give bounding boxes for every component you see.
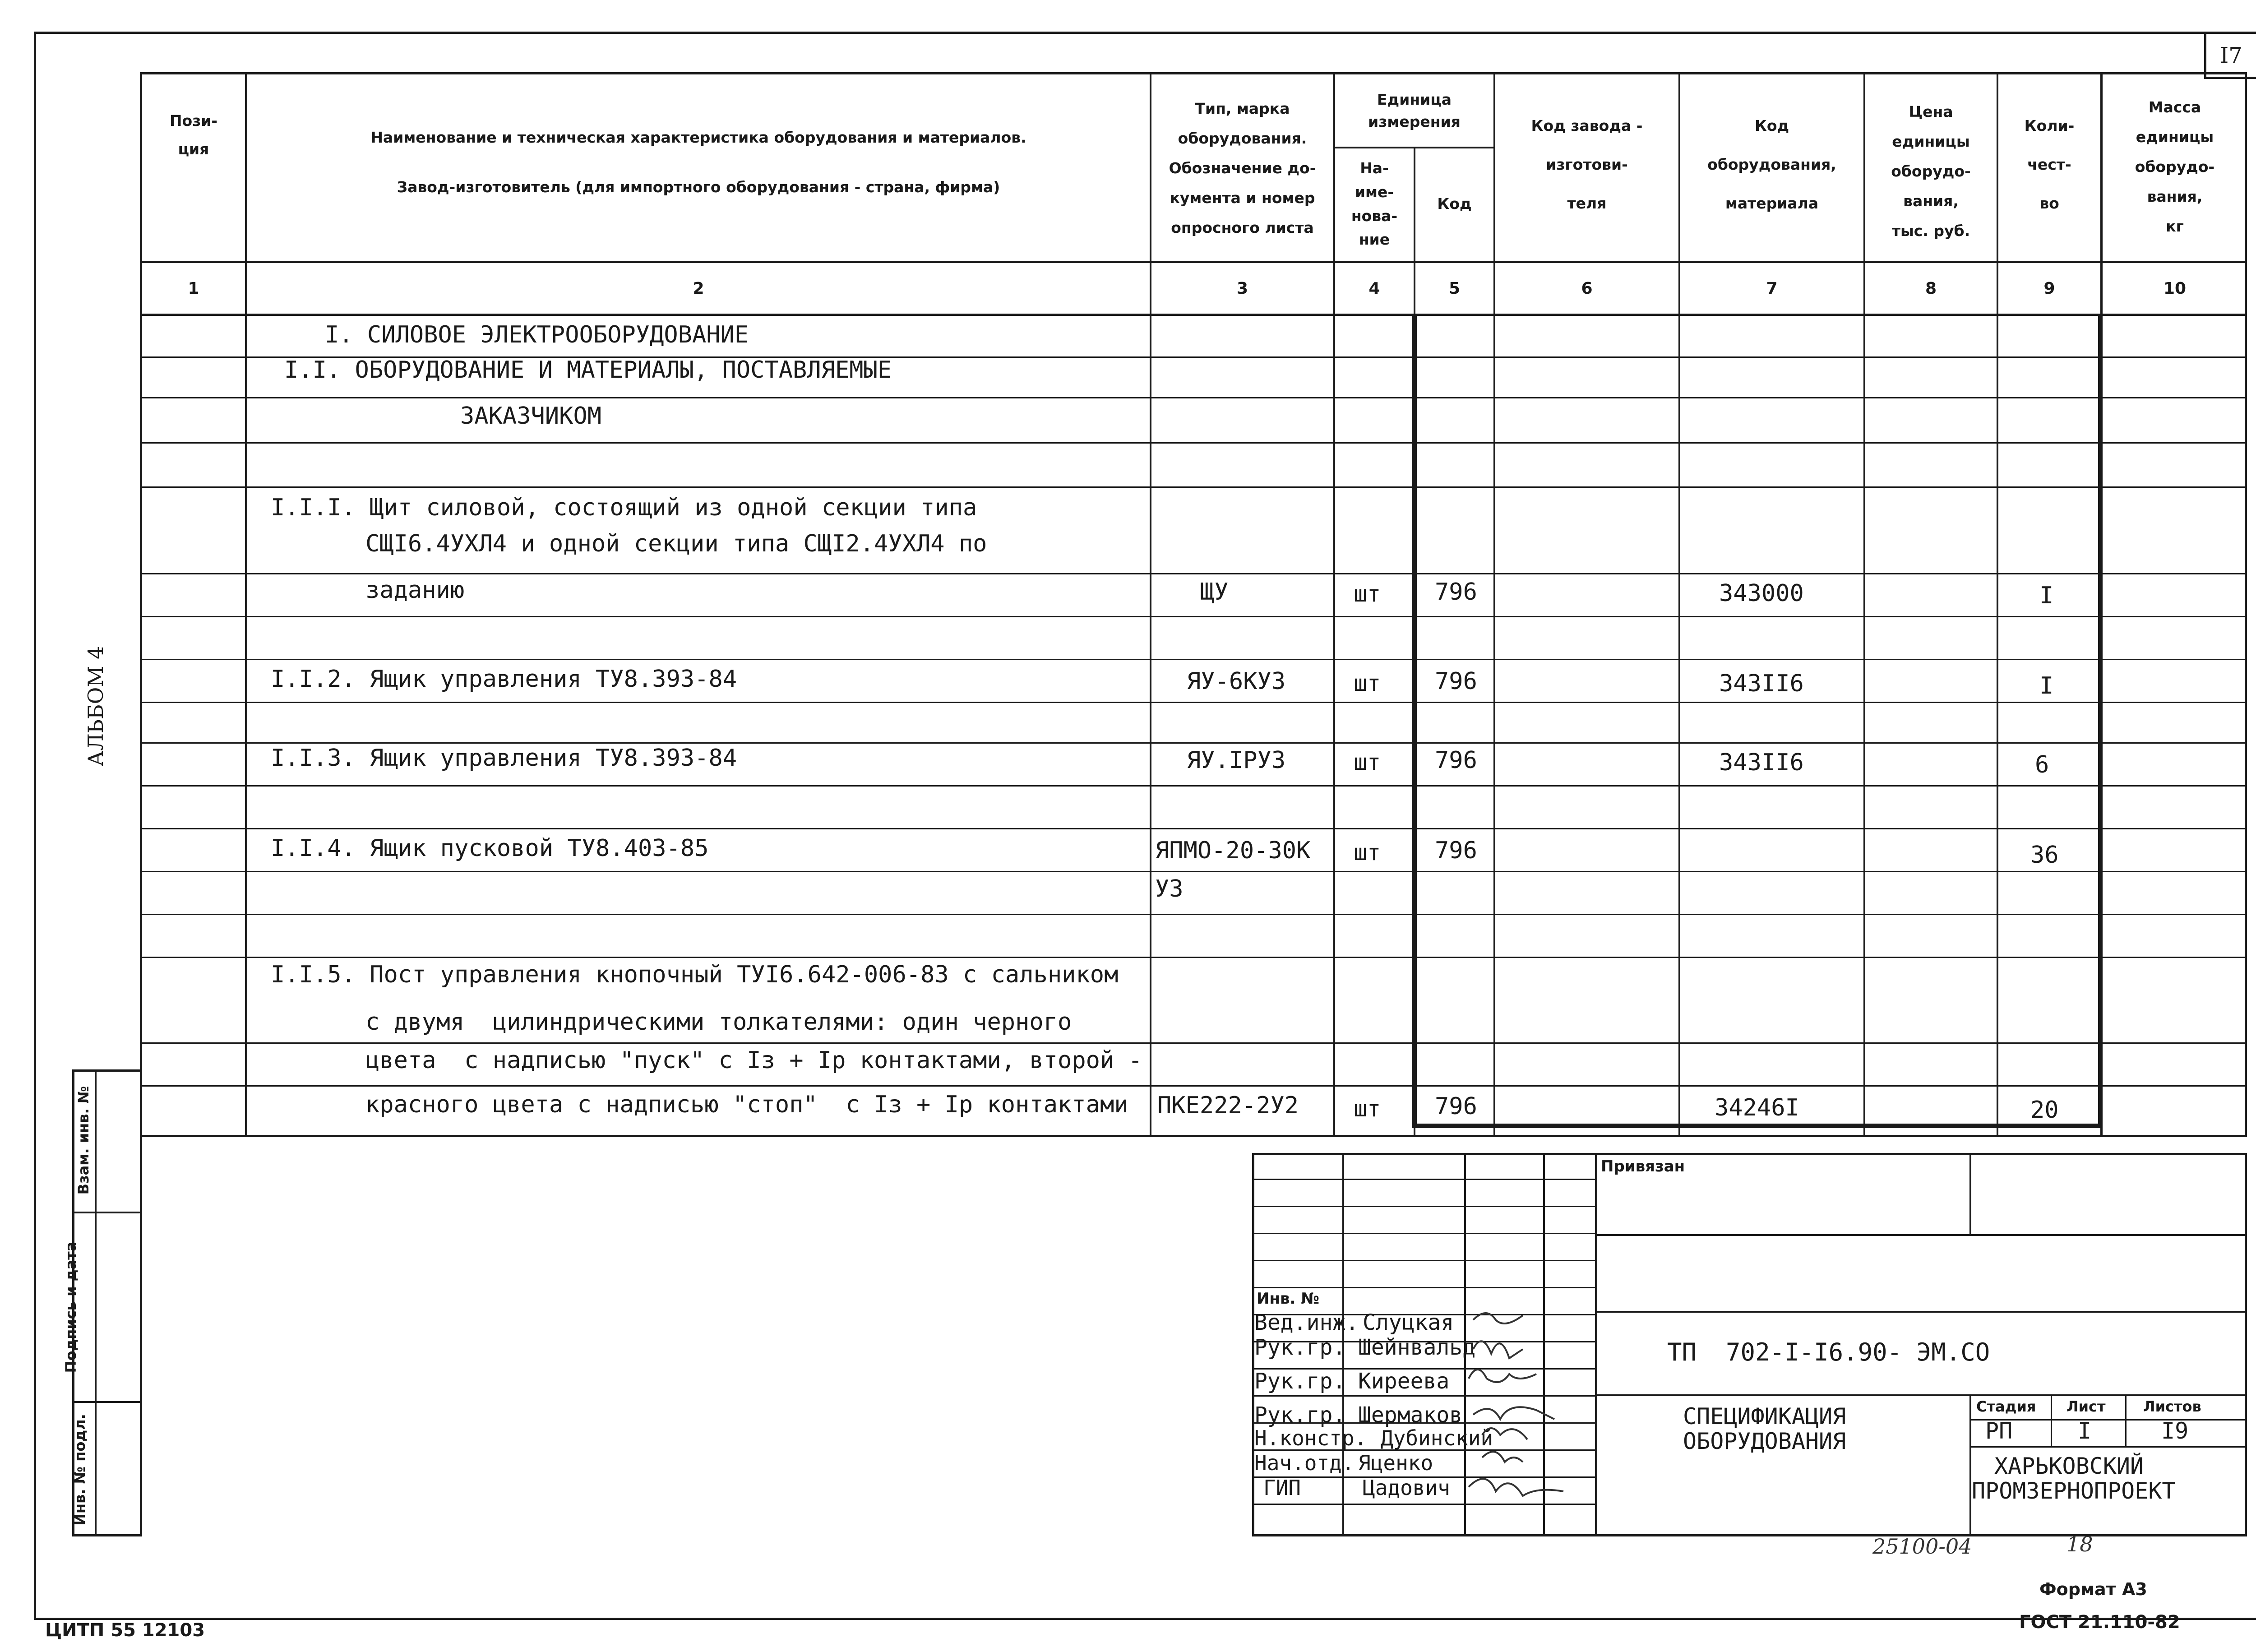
handwritten-number: 18 (2066, 1532, 2093, 1556)
album-label: АЛЬБОМ 4 (83, 646, 108, 767)
format-label: Формат А3 (2039, 1579, 2147, 1599)
privyazan-label: Привязан (1601, 1157, 1685, 1175)
colnum-7: 7 (1766, 279, 1778, 298)
item-1-line1: I.I.I. Щит силовой, состоящий из одной секции типа (271, 494, 977, 521)
colnum-9: 9 (2043, 279, 2055, 298)
header-unit-name: На- име- нова- ние (1351, 159, 1398, 249)
item-3-equip-code: 343II6 (1719, 749, 1804, 776)
header-mass: Масса единицы оборудо- вания, кг (2135, 98, 2215, 235)
item-5-unit-code: 796 (1435, 1093, 1477, 1120)
header-type: Тип, марка оборудования. Обозначение до- кумента и номер опросного листа (1169, 99, 1316, 236)
inv-podl-label: Инв. № подл. (71, 1414, 88, 1526)
item-4-unit-code: 796 (1435, 837, 1477, 864)
header-equip-code: Код оборудования, материала (1707, 117, 1836, 212)
item-1-unit: шт (1354, 581, 1381, 607)
item-3: I.I.3. Ящик управления ТУ8.393-84 (271, 745, 737, 772)
inv-no-label: Инв. № (1257, 1290, 1320, 1308)
gost-label: ГОСТ 21.110-82 (2019, 1612, 2180, 1633)
sheets-label: Листов (2143, 1398, 2201, 1415)
colnum-8: 8 (1925, 279, 1937, 298)
staff-role-5: Н.констр. (1254, 1426, 1367, 1450)
staff-name-6: Яценко (1358, 1451, 1433, 1475)
header-position: Пози- ция (169, 112, 218, 158)
item-2-qty: I (2039, 672, 2054, 699)
item-3-unit-code: 796 (1435, 747, 1477, 774)
sheet-corner-number: I7 (2220, 42, 2242, 68)
item-5-equip-code: 34246I (1715, 1094, 1799, 1121)
colnum-2: 2 (693, 279, 704, 298)
staff-name-2: Шейнвальд (1358, 1335, 1476, 1360)
item-5-line1: I.I.5. Пост управления кнопочный ТУI6.642-006-83 с сальником (271, 961, 1119, 988)
doc-code: ТП 702-I-I6.90- ЭМ.СО (1667, 1338, 1990, 1366)
colnum-6: 6 (1581, 279, 1593, 298)
staff-name-1: Слуцкая (1363, 1310, 1454, 1335)
item-2-unit: шт (1354, 670, 1381, 696)
colnum-3: 3 (1236, 279, 1248, 298)
item-2: I.I.2. Ящик управления ТУ8.393-84 (271, 666, 737, 693)
section-title: I. СИЛОВОЕ ЭЛЕКТРООБОРУДОВАНИЕ (325, 321, 749, 348)
header-unit-group: Единица измерения (1368, 90, 1461, 130)
item-1-type: ЩУ (1200, 578, 1229, 606)
header-maker-code: Код завода - изготови- теля (1531, 117, 1643, 212)
item-3-type: ЯУ.IРУЗ (1187, 747, 1286, 774)
item-4-qty: 36 (2030, 842, 2059, 869)
item-2-unit-code: 796 (1435, 668, 1477, 695)
staff-role-7: ГИП (1263, 1476, 1301, 1500)
subsection-title: I.I. ОБОРУДОВАНИЕ И МАТЕРИАЛЫ, ПОСТАВЛЯЕМЫЕ (284, 356, 892, 384)
sheet-label: Лист (2066, 1398, 2106, 1415)
colnum-4: 4 (1368, 279, 1380, 298)
colnum-1: 1 (188, 279, 199, 298)
item-2-equip-code: 343II6 (1719, 670, 1804, 697)
signatures-image (1464, 1304, 1600, 1507)
item-5-qty: 20 (2030, 1097, 2059, 1124)
item-4-unit: шт (1354, 839, 1381, 865)
colnum-10: 10 (2163, 279, 2187, 298)
item-2-type: ЯУ-6КУЗ (1187, 668, 1286, 695)
header-price: Цена единицы оборудо- вания, тыс. руб. (1891, 103, 1971, 240)
header-name-line2: Завод-изготовитель (для импортного оборудования - страна, фирма) (397, 178, 1000, 196)
staff-role-4: Рук.гр. (1254, 1402, 1346, 1428)
staff-role-2: Рук.гр. (1254, 1335, 1346, 1360)
subsection-title-cont: ЗАКАЗЧИКОМ (460, 403, 602, 430)
item-5-type: ПКЕ222-2У2 (1157, 1092, 1299, 1119)
handwritten-code: 25100-04 (1872, 1534, 1972, 1559)
staff-name-7: Цадович (1363, 1476, 1450, 1500)
colnum-5: 5 (1448, 279, 1461, 298)
org-line1: ХАРЬКОВСКИЙ (1994, 1453, 2144, 1479)
doc-title-line2: ОБОРУДОВАНИЯ (1683, 1428, 1846, 1454)
staff-name-4: Шермаков (1358, 1402, 1463, 1428)
header-name-line1: Наименование и техническая характеристика оборудования и материалов. (370, 128, 1026, 146)
item-4: I.I.4. Ящик пусковой ТУ8.403-85 (271, 835, 709, 862)
stage-value: РП (1985, 1418, 2013, 1444)
item-5-line2: с двумя цилиндрическими толкателями: один черного (365, 1009, 1072, 1036)
sheet-value: I (2078, 1418, 2092, 1444)
org-line2: ПРОМЗЕРНОПРОЕКТ (1972, 1478, 2176, 1504)
header-qty: Коли- чест- во (2024, 117, 2075, 212)
item-3-qty: 6 (2035, 751, 2049, 778)
item-5-unit: шт (1354, 1096, 1381, 1122)
staff-role-6: Нач.отд. (1254, 1451, 1355, 1475)
item-5-line4: красного цвета с надписью "стоп" с Iз + Iр контактами (365, 1091, 1128, 1118)
publisher-label: ЦИТП 55 12103 (45, 1620, 205, 1641)
podpis-data-label: Подпись и дата (62, 1241, 79, 1373)
doc-title-line1: СПЕЦИФИКАЦИЯ (1683, 1403, 1846, 1430)
staff-role-3: Рук.гр. (1254, 1369, 1346, 1394)
stage-label: Стадия (1976, 1398, 2036, 1415)
item-5-line3: цвета с надписью "пуск" с Iз + Iр контактами, второй - (365, 1047, 1142, 1074)
item-1-qty: I (2039, 582, 2054, 609)
staff-name-5: Дубинский (1381, 1426, 1493, 1450)
item-1-equip-code: 343000 (1719, 580, 1804, 607)
header-unit-code: Код (1437, 195, 1472, 213)
sheets-value: I9 (2161, 1418, 2189, 1444)
staff-role-1: Вед.инж. (1254, 1310, 1359, 1335)
item-3-unit: шт (1354, 749, 1381, 775)
item-1-line2: СЩI6.4УХЛ4 и одной секции типа СЩI2.4УХЛ4 по (365, 530, 987, 557)
item-4-type-cont: УЗ (1155, 875, 1183, 902)
item-4-type: ЯПМО-20-30К (1155, 837, 1311, 864)
item-1-unit-code: 796 (1435, 578, 1477, 606)
vzam-inv-label: Взам. инв. № (75, 1086, 92, 1195)
item-1-line3: заданию (365, 577, 465, 604)
staff-name-3: Киреева (1358, 1369, 1450, 1394)
